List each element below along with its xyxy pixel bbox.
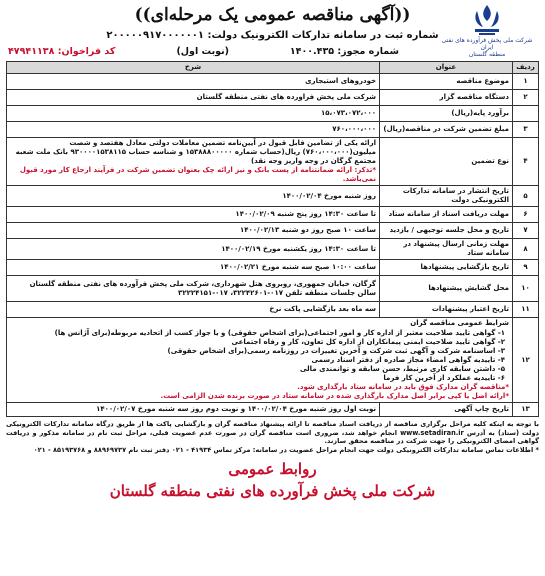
row-title: تاریخ بازگشایی پیشنهادها: [380, 260, 513, 276]
publication-round: (نوبت اول): [176, 46, 229, 57]
row-no: ۱۰: [513, 276, 539, 302]
row-no: ۱۱: [513, 302, 539, 318]
table-row: [7, 74, 539, 90]
logo-company-name: شرکت ملی پخش فرآورده های نفتی ایران: [441, 37, 533, 51]
company-signature: شرکت ملی پخش فرآورده های نفتی منطقه گلستان: [109, 482, 436, 501]
requirement-item: ۳- اساسنامه شرکت و آگهی ثبت شرکت و آخرین تغییرات در روزنامه رسمی(برای اشخاص حقوقی): [167, 347, 505, 355]
table-row: [7, 90, 539, 106]
table-row: [7, 302, 539, 318]
row-title: موضوع مناقصه: [380, 74, 513, 90]
row-desc: تا ساعت ۱۴:۳۰ روز پنج شنبه ۱۴۰۰/۰۲/۰۹: [7, 207, 380, 223]
table-row: [7, 207, 539, 223]
row-title: مبلغ تضمین شرکت در مناقصه(ریال): [380, 122, 513, 138]
row-title: مهلت دریافت اسناد از سامانه ستاد: [380, 207, 513, 223]
requirement-item: ۶- تاییدیه عملکرد از آخرین کار فرما: [383, 374, 505, 382]
row-desc: [7, 138, 380, 186]
table-header-row: [7, 62, 539, 74]
table-row: [7, 239, 539, 260]
row-title: دستگاه مناقصه گزار: [380, 90, 513, 106]
table-row-requirements: [7, 318, 539, 403]
row-no: ۹: [513, 260, 539, 276]
row-no: ۱۲: [513, 318, 539, 403]
row-desc: تا ساعت ۱۴:۳۰ روز یکشنبه مورخ ۱۴۰۰/۰۲/۱۹: [7, 239, 380, 260]
row-desc: شرکت ملی پخش فراورده های نفتی منطقه گلستان: [7, 90, 380, 106]
footer-paragraph: با توجه به اینکه کلیه مراحل برگزاری مناقصه از دریافت اسناد مناقصه تا ارائه پیشنهاد مناقصه گران و بازگشایی پاکت ها از طریق درگاه سامانه تدارکات الکترونیکی دولت (ستاد) به آدرس www.setadiran.ir انجام خواهد شد، ضروری است مناقصه گران در صورت عدم عضویت قبلی، مراحل ثبت نام در سامانه مذکور و دریافت گواهی امضای الکترونیکی را جهت شرکت در مناقصه محقق سازند.: [6, 420, 539, 446]
call-code: کد فراخوان: ۴۷۹۴۱۱۳۸: [8, 46, 116, 57]
row-desc: ساعت ۱۰:۰۰ صبح سه شنبه مورخ ۱۴۰۰/۰۲/۲۱: [7, 260, 380, 276]
row-desc: خودروهای استیجاری: [7, 74, 380, 90]
table-row: [7, 260, 539, 276]
row-title: مهلت زمانی ارسال پیشنهاد در سامانه ستاد: [380, 239, 513, 260]
table-row: [7, 106, 539, 122]
public-relations-label: روابط عمومی: [228, 460, 317, 479]
row-title: تاریخ اعتبار پیشنهادات: [380, 302, 513, 318]
header-no: ردیف: [513, 62, 539, 74]
table-row: [7, 122, 539, 138]
guarantee-note: *تذکر: ارائه ضمانتنامه از پست بانک و نیز ارائه چک بعنوان تضمین شرکت در فرآیند ارجاع کار مورد قبول نمی‌باشد.: [19, 166, 376, 183]
requirement-item: ۴- تاییدیه گواهی امضاء مجاز صادره از دفتر اسناد رسمی: [311, 356, 505, 364]
closing-signature: [6, 460, 539, 500]
setad-registration-number: شماره ثبت در سامانه تدارکات الکترونیک دولت: ۲۰۰۰۰۰۹۱۷۰۰۰۰۰۰۱: [106, 30, 439, 41]
table-row: [7, 223, 539, 239]
requirements-note: *مناقصه گران مدارک فوق باید در سامانه ستاد بارگذاری شود.: [297, 383, 509, 391]
row-no: ۱۳: [513, 403, 539, 417]
row-desc: سه ماه بعد بازگشایی پاکت نرخ: [7, 302, 380, 318]
row-no: ۵: [513, 186, 539, 207]
requirements-cell: [7, 318, 513, 403]
notice-footer: [6, 420, 539, 454]
row-title: برآورد پایه(ریال): [380, 106, 513, 122]
notice-header: [6, 3, 539, 61]
row-title: تاریخ چاپ آگهی: [380, 403, 513, 417]
row-no: ۶: [513, 207, 539, 223]
row-desc: ۷۶۰،۰۰۰،۰۰۰: [7, 122, 380, 138]
row-no: ۲: [513, 90, 539, 106]
requirement-item: ۱- گواهی تایید صلاحیت معتبر از اداره کار و امور اجتماعی(برای اشخاص حقوقی) و یا جواز کسب از اتحادیه مربوطه(برای آژانس ها): [54, 329, 505, 337]
requirements-heading: شرایط عمومی مناقصه گران: [410, 319, 509, 327]
permit-number: شماره مجوز: ۱۴۰۰.۴۳۵: [289, 46, 399, 57]
row-title: محل گشایش پیشنهادها: [380, 276, 513, 302]
logo-region-name: منطقه گلستان: [468, 51, 506, 58]
notice-title: ((آگهی مناقصه عمومی یک مرحله‌ای)): [134, 5, 411, 25]
row-title: تاریخ و محل جلسه توجیهی / بازدید: [380, 223, 513, 239]
table-row: [7, 138, 539, 186]
requirement-item: ۵- داشتن سابقه کاری مرتبط، حسن سابقه و توانمندی مالی: [299, 365, 505, 373]
row-desc: ساعت ۱۰ صبح روز دو شنبه ۱۴۰۰/۰۲/۱۳: [7, 223, 380, 239]
row-desc: روز شنبه مورخ ۱۴۰۰/۰۲/۰۴: [7, 186, 380, 207]
row-no: ۱: [513, 74, 539, 90]
row-no: ۳: [513, 122, 539, 138]
row-no: ۴: [513, 138, 539, 186]
row-no: ۷: [513, 223, 539, 239]
footer-contact: * اطلاعات تماس سامانه تدارکات الکترونیکی دولت جهت انجام مراحل عضویت در سامانه: مرکز تماس ۴۱۹۳۴ - ۰۲۱ دفتر ثبت نام ۸۸۹۶۹۷۳۷ و ۸۵۱۹۳۷۶۸ - ۰۲۱: [33, 445, 539, 454]
row-no: [513, 106, 539, 122]
requirements-note: *ارائه اصل یا کپی برابر اصل مدارک بارگذاری شده در سامانه ستاد در صورت برنده شدن الزامی است.: [160, 392, 509, 400]
tender-table: [6, 61, 539, 417]
row-desc: ۱۵،۰۷۳،۰۷۲،۰۰۰: [7, 106, 380, 122]
header-title: عنوان: [380, 62, 513, 74]
row-no: ۸: [513, 239, 539, 260]
row-desc: نوبت اول روز شنبه مورخ ۱۴۰۰/۰۲/۰۴ و نوبت دوم روز سه شنبه مورخ ۱۴۰۰/۰۲/۰۷: [7, 403, 380, 417]
row-title: نوع تضمین: [380, 138, 513, 186]
table-row: [7, 276, 539, 302]
requirement-item: ۲- گواهی تایید صلاحیت ایمنی پیمانکاران از اداره کل تعاون، کار و رفاه اجتماعی: [231, 338, 505, 346]
header-desc: شرح: [7, 62, 380, 74]
row-title: تاریخ انتشار در سامانه تدارکات الکترونیکی دولت: [380, 186, 513, 207]
row-desc: گرگان، خیابان جمهوری، روبروی هتل شهرداری، شرکت ملی پخش فرآورده های نفتی منطقه گلستان سالن جلسات منطقه تلفن ۰۱۷-۳۲۲۴۲۶۰۱، ۰۱۷-۳۲۲۲۴۱۵۱: [7, 276, 380, 302]
guarantee-text: ارائه یکی از تضامین قابل قبول در آیین‌نامه تضمین معاملات دولتی معادل هفتصد و شصت میلیون(۷۶۰،۰۰۰،۰۰۰) ریال(حساب شماره ۱۵۳۸۸۸۰۰۰۰۰ و شناسه حساب ۹۳۰۰۰۰۱۵۳۸۱۱۵ بانک ملت شعبه مجتمع گرگان در وجه واریز وجه نقد): [15, 139, 376, 165]
table-row: [7, 403, 539, 417]
table-row: [7, 186, 539, 207]
